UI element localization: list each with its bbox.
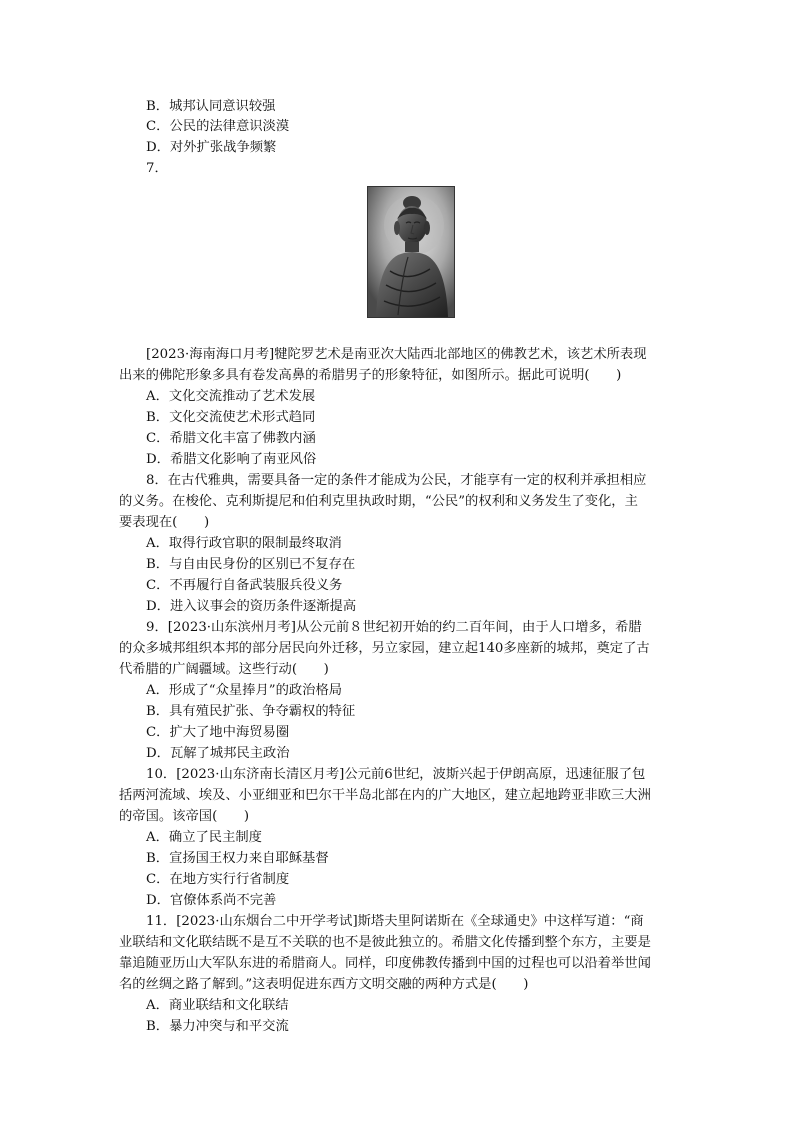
q9-option-c: C．扩大了地中海贸易圈 <box>146 725 290 740</box>
q10-option-a: A．确立了民主制度 <box>146 830 262 845</box>
q8-stem-line-1: 8．在古代雅典，需要具备一定的条件才能成为公民，才能享有一定的权利并承担相应 <box>146 473 647 488</box>
q8-option-b: B．与自由民身份的区别已不复存在 <box>146 557 356 572</box>
q11-option-b: B．暴力冲突与和平交流 <box>146 1019 289 1034</box>
q8-stem-line-2: 的义务。在梭伦、克利斯提尼和伯利克里执政时期，“公民”的权利和义务发生了变化，主 <box>119 494 638 509</box>
q9-stem-line-2: 的众多城邦组织本邦的部分居民向外迁移，另立家园，建立起140多座新的城邦，奠定了古 <box>119 641 650 656</box>
q10-stem-line-2: 括两河流域、埃及、小亚细亚和巴尔干半岛北部在内的广大地区，建立起地跨亚非欧三大洲 <box>119 788 651 803</box>
q7-option-a: A．文化交流推动了艺术发展 <box>146 389 316 404</box>
q10-option-d: D．官僚体系尚不完善 <box>146 893 277 908</box>
buddha-statue-photo-icon <box>367 186 455 318</box>
q7-option-b: B．文化交流使艺术形式趋同 <box>146 410 316 425</box>
q9-option-a: A．形成了“众星捧月”的政治格局 <box>146 683 343 698</box>
q10-stem-line-1: 10．[2023·山东济南长清区月考]公元前6世纪，波斯兴起于伊朗高原，迅速征服了包 <box>146 767 646 782</box>
q6-option-c: C．公民的法律意识淡漠 <box>146 119 290 134</box>
q11-stem-line-3: 靠追随亚历山大军队东进的希腊商人。同样，印度佛教传播到中国的过程也可以沿着举世闻 <box>119 956 651 971</box>
q11-option-a: A．商业联结和文化联结 <box>146 998 289 1013</box>
q8-option-a: A．取得行政官职的限制最终取消 <box>146 536 342 551</box>
q8-stem-line-3: 要表现在( ) <box>119 515 210 530</box>
q10-option-b: B．宣扬国王权力来自耶稣基督 <box>146 851 329 866</box>
q9-option-d: D．瓦解了城邦民主政治 <box>146 746 290 761</box>
q10-option-c: C．在地方实行行省制度 <box>146 872 290 887</box>
q6-option-d: D．对外扩张战争频繁 <box>146 140 277 155</box>
q7-option-d: D．希腊文化影响了南亚风俗 <box>146 452 317 467</box>
q9-stem-line-1: 9．[2023·山东滨州月考]从公元前８世纪初开始的约二百年间，由于人口增多，希腊 <box>146 620 642 635</box>
q11-stem-line-1: 11．[2023·山东烟台二中开学考试]斯塔夫里阿诺斯在《全球通史》中这样写道：“商 <box>146 914 644 929</box>
q6-option-b: B．城邦认同意识较强 <box>146 99 276 114</box>
q7-number: 7． <box>146 161 168 176</box>
q7-stem-line-1: [2023·海南海口月考]犍陀罗艺术是南亚次大陆西北部地区的佛教艺术，该艺术所表现 <box>146 347 647 362</box>
q7-option-c: C．希腊文化丰富了佛教内涵 <box>146 431 316 446</box>
q10-stem-line-3: 的帝国。该帝国( ) <box>119 809 250 824</box>
q7-stem-line-2: 出来的佛陀形象多具有卷发高鼻的希腊男子的形象特征，如图所示。据此可说明( ) <box>119 368 622 383</box>
q9-option-b: B．具有殖民扩张、争夺霸权的特征 <box>146 704 356 719</box>
q8-option-c: C．不再履行自备武装服兵役义务 <box>146 578 343 593</box>
q11-stem-line-4: 名的丝绸之路了解到。”这表明促进东西方文明交融的两种方式是( ) <box>119 977 529 992</box>
q11-stem-line-2: 业联结和文化联结既不是互不关联的也不是彼此独立的。希腊文化传播到整个东方，主要是 <box>119 935 651 950</box>
q8-option-d: D．进入议事会的资历条件逐渐提高 <box>146 599 357 614</box>
q9-stem-line-3: 代希腊的广阔疆域。这些行动( ) <box>119 662 329 677</box>
